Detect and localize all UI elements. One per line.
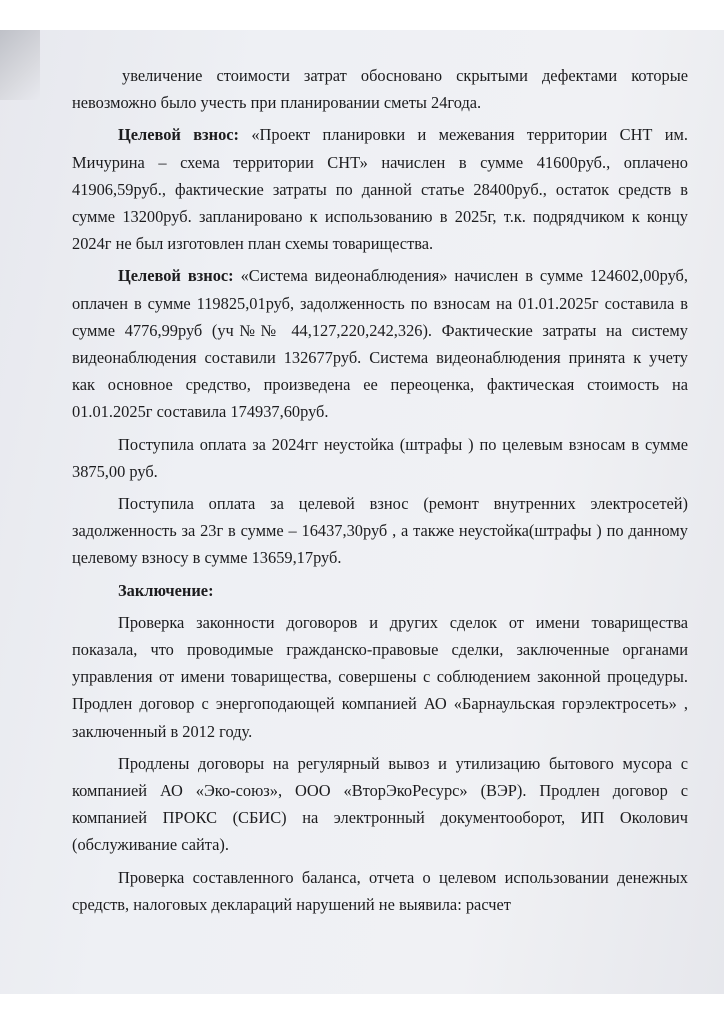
paragraph-text: «Система видеонаблюдения» начислен в сумме 124602,00руб, оплачен в сумме 119825,01руб, задолженность по взносам на 01.01.2025г составила в сумме 4776,99руб (уч№№ 44,127,220,242,326). Фактические затраты на систему видеонаблюдения составили 132677руб. Система видеонаблюдения принята к учету как основное средство, произведена ее переоценка, фактическая стоимость на 01.01.2025г составила 174937,60руб. <box>72 266 688 422</box>
target-fee-label: Целевой взнос: <box>118 125 240 145</box>
paragraph-balance-check: Проверка составленного баланса, отчета о целевом использовании денежных средств, налоговых деклараций нарушений не выявила: расчет <box>72 867 688 914</box>
document-body <box>72 62 688 923</box>
conclusion-heading: Заключение: <box>118 580 214 600</box>
paragraph-target-fee-planning <box>72 121 688 257</box>
paragraph-contracts-extended: Продлены договоры на регулярный вывоз и утилизацию бытового мусора с компанией АО «Эко-союз», ООО «ВторЭкоРесурс» (ВЭР). Продлен договор с компанией ПРОКС (СБИС) на электронный документооборот, ИП Околович (обслуживание сайта). <box>72 753 688 855</box>
paragraph-contracts-check: Проверка законности договоров и других сделок от имени товарищества показала, что проводимые гражданско-правовые сделки, заключенные органами управления от имени товарищества, совершены с соблюдением законной процедуры. Продлен договор с энергоподающей компанией АО «Барнаульская горэлектросеть» , заключенный в 2012 году. <box>72 612 688 741</box>
paragraph-electric-repair-payment: Поступила оплата за целевой взнос (ремонт внутренних электросетей) задолженность за 23г в сумме – 16437,30руб , а также неустойка(штрафы ) по данному целевому взносу в сумме 13659,17руб. <box>72 494 688 568</box>
paragraph-target-fee-video <box>72 262 688 425</box>
target-fee-label: Целевой взнос: <box>118 266 234 286</box>
paragraph-penalty-payment: Поступила оплата за 2024гг неустойка (штрафы ) по целевым взносам в сумме 3875,00 руб. <box>72 434 688 481</box>
paragraph-cost-justification: увеличение стоимости затрат обосновано скрытыми дефектами которые невозможно было учесть при планировании сметы 24года. <box>72 66 688 113</box>
paragraph-text: «Проект планировки и межевания территории СНТ им. Мичурина – схема территории СНТ» начислен в сумме 41600руб., оплачено 41906,59руб., фактические затраты по данной статье 28400руб., остаток средств в сумме 13200руб. запланировано к использованию в 2025г, т.к. подрядчиком к концу 2024г не был изготовлен план схемы товарищества. <box>72 125 688 254</box>
page-corner-shadow <box>0 30 40 100</box>
